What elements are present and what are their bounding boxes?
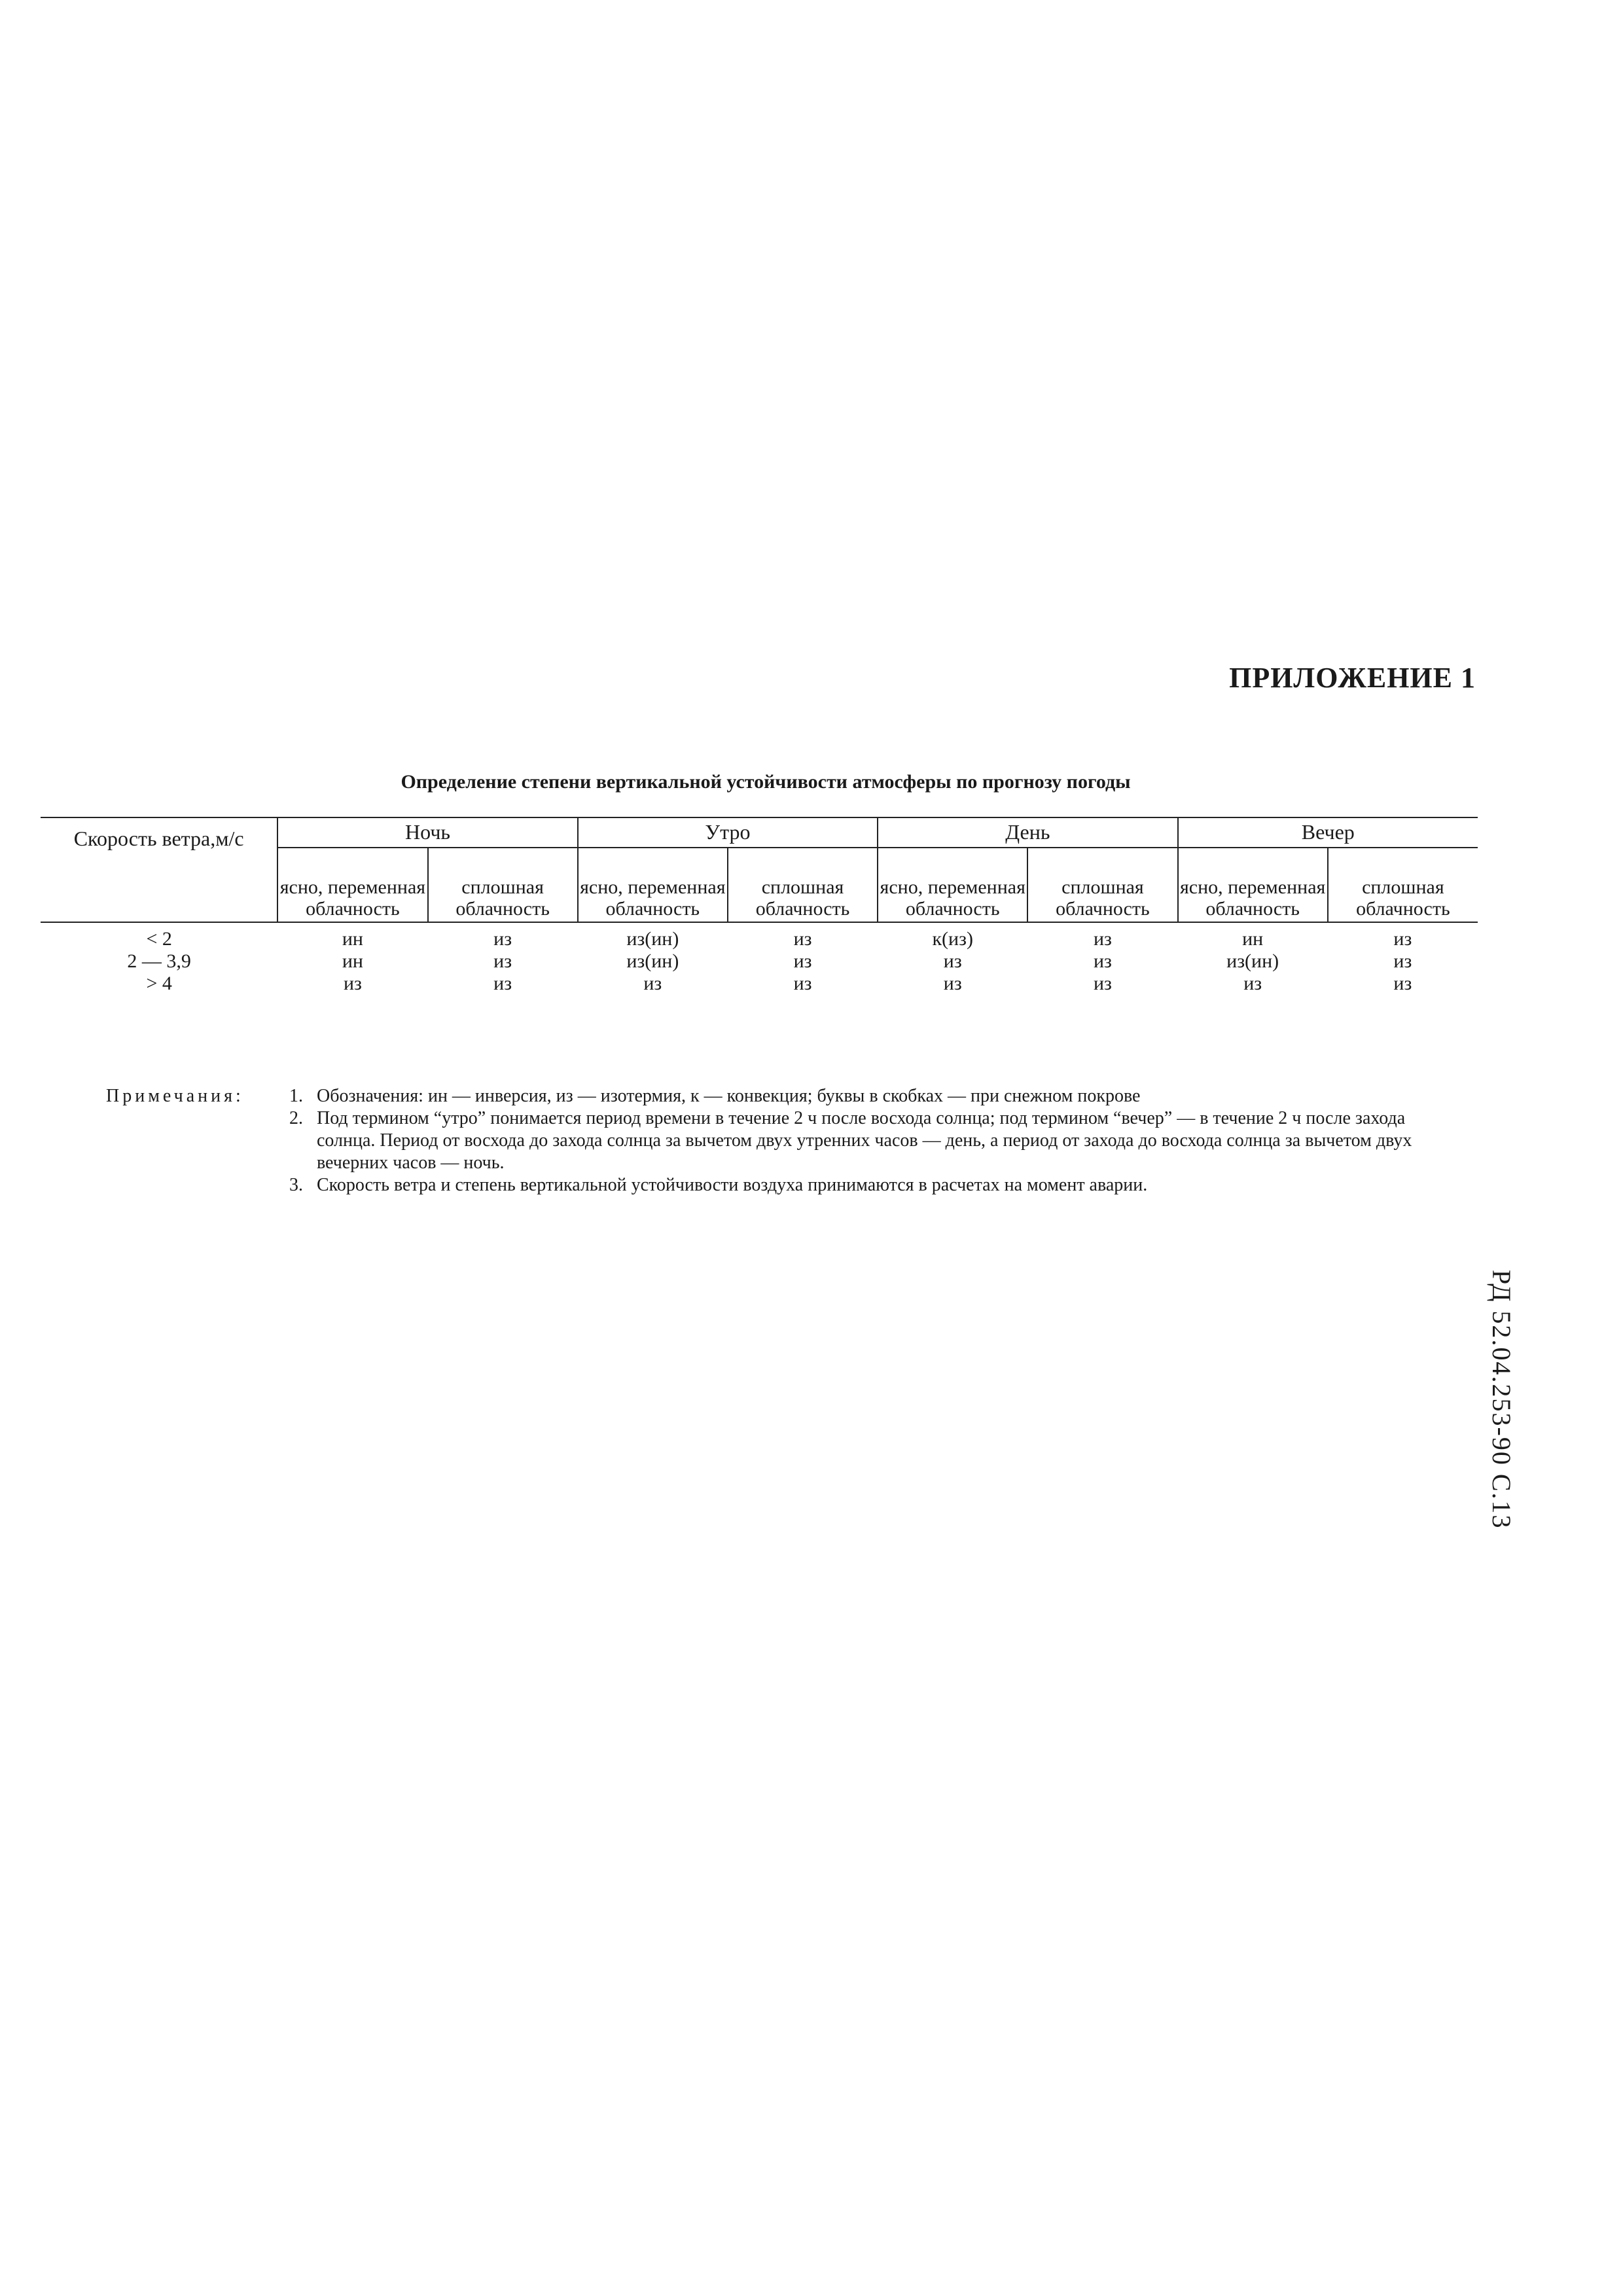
- table-cell: к(из): [932, 928, 973, 950]
- table-cell: из: [1393, 973, 1412, 995]
- table-cell: из: [1093, 950, 1112, 973]
- table-cell: из: [943, 973, 962, 995]
- table-cell: из(ин): [626, 950, 679, 973]
- period-morning-header: Утро: [578, 817, 878, 848]
- note-number: 2.: [289, 1108, 303, 1128]
- table-row: [41, 950, 1478, 973]
- table-cell: ин: [342, 928, 363, 950]
- table-row: [41, 973, 1478, 995]
- table-cell: ин: [1242, 928, 1264, 950]
- table-cell: из(ин): [1226, 950, 1279, 973]
- wind-speed-cell: < 2: [146, 928, 172, 950]
- morning-overcast-header: сплошная облачность: [728, 848, 878, 922]
- table-cell: из: [643, 973, 662, 995]
- table-cell: из: [1093, 973, 1112, 995]
- table-cell: из: [943, 950, 962, 973]
- stability-table: [41, 817, 1478, 995]
- wind-speed-cell: > 4: [146, 973, 172, 995]
- document-code: РД 52.04.253-90 С.13: [1487, 1270, 1516, 1530]
- table-cell: из: [493, 950, 512, 973]
- day-overcast-header: сплошная облачность: [1027, 848, 1177, 922]
- table-row: [41, 922, 1478, 950]
- note-text: Обозначения: ин — инверсия, из — изотермия, к — конвекция; буквы в скобках — при снежном покрове: [317, 1086, 1141, 1106]
- appendix-heading: ПРИЛОЖЕНИЕ 1: [1229, 662, 1476, 694]
- table-cell: из: [793, 928, 812, 950]
- table-cell: из: [793, 973, 812, 995]
- note-item: [289, 1107, 1454, 1174]
- notes-list: [289, 1085, 1454, 1196]
- table-cell: из: [493, 928, 512, 950]
- wind-speed-cell: 2 — 3,9: [127, 950, 191, 973]
- table-cell: из(ин): [626, 928, 679, 950]
- table-cell: из: [1393, 950, 1412, 973]
- period-evening-header: Вечер: [1178, 817, 1478, 848]
- night-clear-header: ясно, переменная облачность: [277, 848, 427, 922]
- day-clear-header: ясно, переменная облачность: [878, 848, 1027, 922]
- note-number: 3.: [289, 1175, 303, 1195]
- table-title: Определение степени вертикальной устойчивости атмосферы по прогнозу погоды: [401, 771, 1131, 793]
- table-cell: из: [1093, 928, 1112, 950]
- period-night-header: Ночь: [277, 817, 577, 848]
- morning-clear-header: ясно, переменная облачность: [578, 848, 728, 922]
- notes-label: Примечания:: [106, 1086, 244, 1106]
- evening-overcast-header: сплошная облачность: [1328, 848, 1478, 922]
- table-cell: из: [343, 973, 362, 995]
- table-cell: из: [1243, 973, 1262, 995]
- period-day-header: День: [878, 817, 1177, 848]
- wind-speed-header: Скорость ветра,м/с: [41, 817, 277, 922]
- note-text: Под термином “утро” понимается период времени в течение 2 ч после восхода солнца; под термином “вечер” — в течение 2 ч после захода солнца. Период от восхода до захода солнца за вычетом двух утренних часов — день, а период от захода до восхода солнца за вычетом двух вечерних часов — ночь.: [317, 1108, 1412, 1173]
- note-item: [289, 1085, 1454, 1107]
- table-cell: ин: [342, 950, 363, 973]
- evening-clear-header: ясно, переменная облачность: [1178, 848, 1328, 922]
- period-header-row: [41, 817, 1478, 848]
- table-cell: из: [493, 973, 512, 995]
- note-number: 1.: [289, 1086, 303, 1106]
- night-overcast-header: сплошная облачность: [428, 848, 578, 922]
- table-cell: из: [1393, 928, 1412, 950]
- table-cell: из: [793, 950, 812, 973]
- note-item: [289, 1174, 1454, 1196]
- note-text: Скорость ветра и степень вертикальной устойчивости воздуха принимаются в расчетах на момент аварии.: [317, 1175, 1148, 1195]
